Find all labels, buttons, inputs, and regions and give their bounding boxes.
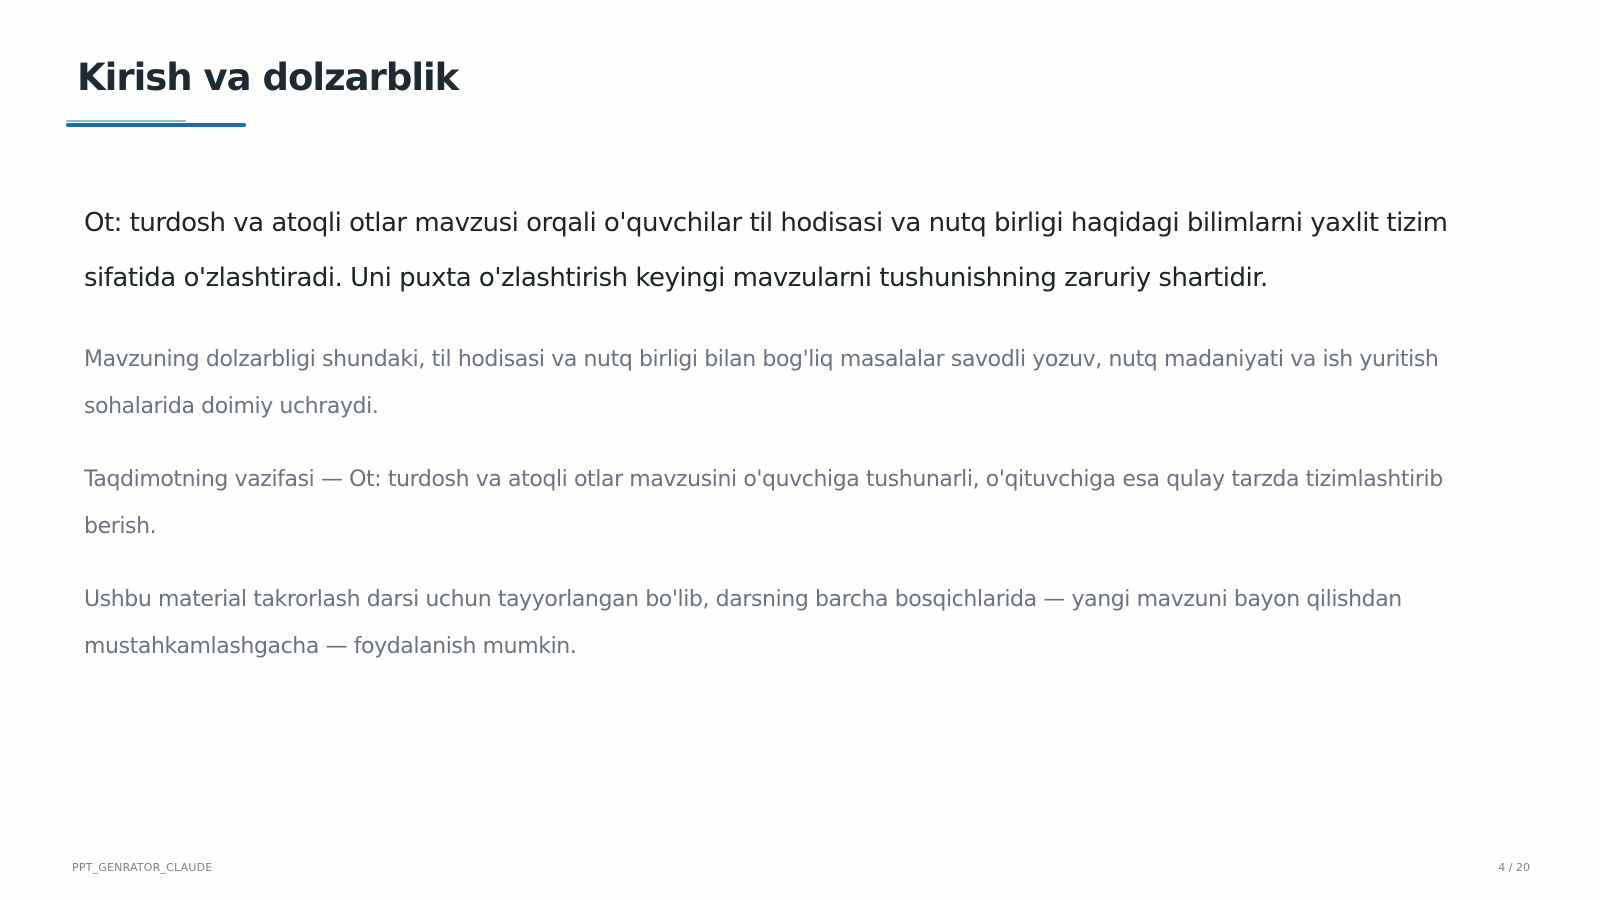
title-underline-accent <box>66 120 186 122</box>
body-paragraph-usage: Ushbu material takrorlash darsi uchun tayyorlangan bo'lib, darsning barcha bosqichlarida — yangi mavzuni bayon qilishdan mustahkamlashgacha — foydalanish mumkin. <box>84 587 1402 659</box>
body-paragraph-task: Taqdimotning vazifasi — Ot: turdosh va atoqli otlar mavzusini o'quvchiga tushunarli, o'qituvchiga esa qulay tarzda tizimlashtirib berish. <box>84 467 1443 539</box>
page-number: 4 / 20 <box>1498 861 1530 874</box>
footer-source-label: PPT_GENRATOR_CLAUDE <box>72 861 213 874</box>
body-paragraph-relevance: Mavzuning dolzarbligi shundaki, til hodisasi va nutq birligi bilan bog'liq masalalar savodli yozuv, nutq madaniyati va ish yuritish sohalarida doimiy uchraydi. <box>84 347 1439 419</box>
title-underline <box>66 123 246 127</box>
slide-content <box>84 196 1504 696</box>
lead-paragraph: Ot: turdosh va atoqli otlar mavzusi orqali o'quvchilar til hodisasi va nutq birligi haqidagi bilimlarni yaxlit tizim sifatida o'zlashtiradi. Uni puxta o'zlashtirish keyingi mavzularni tushunishning zaruriy shartidir. <box>84 208 1448 293</box>
slide-title: Kirish va dolzarblik <box>77 56 459 99</box>
